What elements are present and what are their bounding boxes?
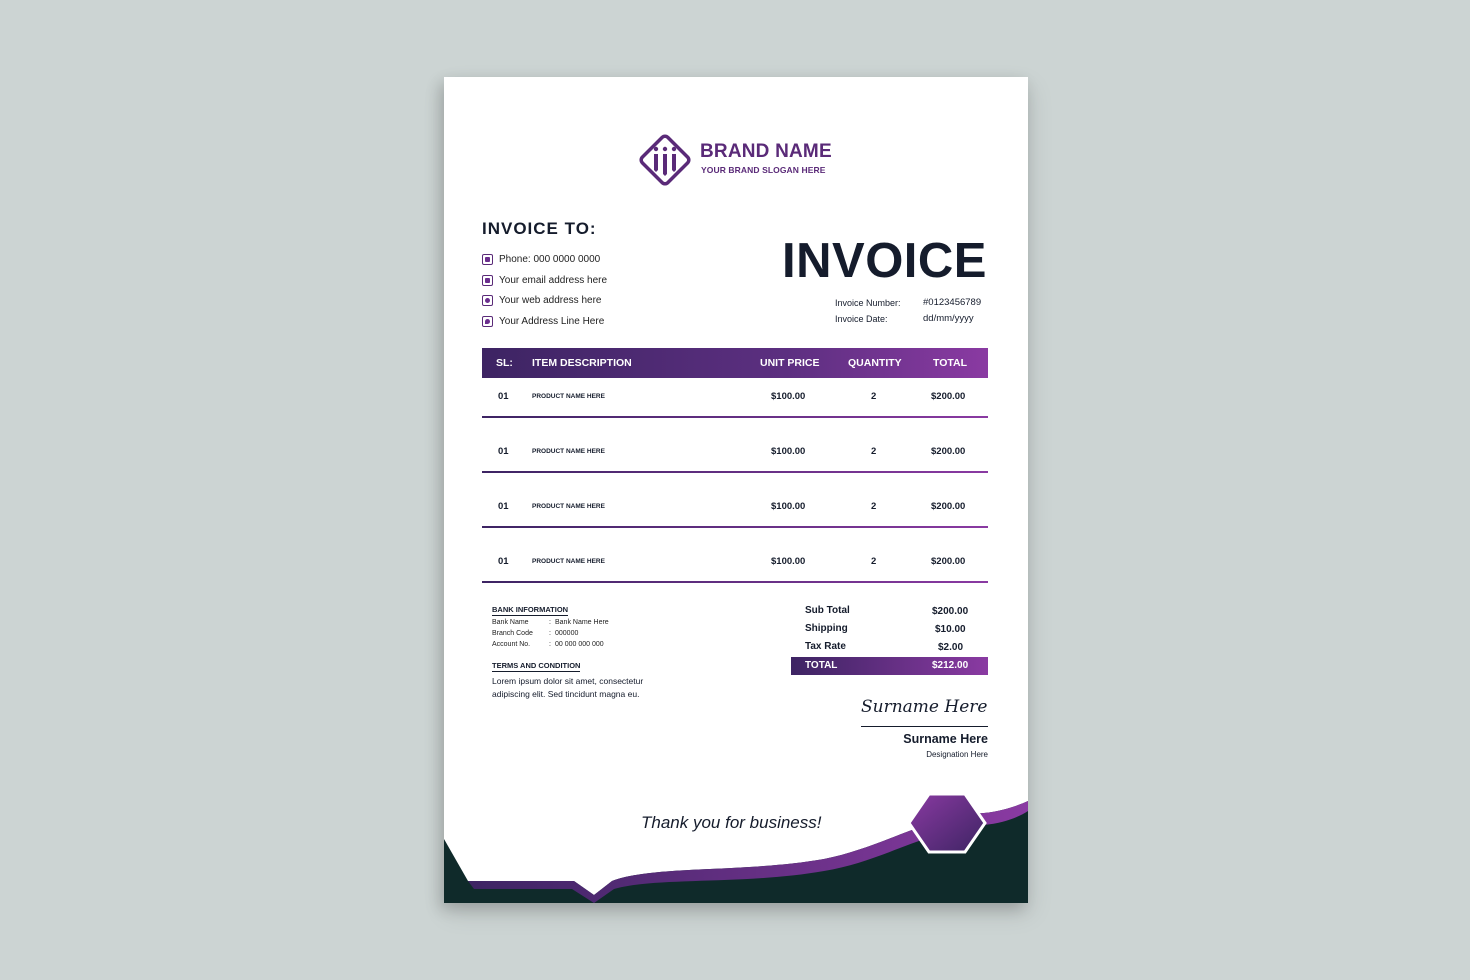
contact-phone: [482, 252, 600, 266]
bank-name-sep: :: [549, 619, 551, 626]
web-icon: [482, 295, 493, 306]
table-row: [482, 433, 988, 473]
row-total: $200.00: [931, 391, 966, 402]
row-description: PRODUCT NAME HERE: [532, 393, 605, 400]
invoice-page: [444, 77, 1028, 903]
bank-name-label: Bank Name: [492, 619, 529, 626]
contact-web-text: Your web address here: [499, 294, 602, 306]
account-no-sep: :: [549, 641, 551, 648]
contact-address-text: Your Address Line Here: [499, 315, 605, 327]
contact-phone-text: Phone: 000 0000 0000: [499, 253, 601, 265]
row-quantity: 2: [871, 501, 877, 512]
row-unit-price: $100.00: [771, 556, 806, 567]
shipping-label: Shipping: [805, 623, 848, 634]
header-quantity: QUANTITY: [848, 357, 902, 369]
signature-script: Surname Here: [861, 697, 988, 717]
bank-name-value: Bank Name Here: [555, 619, 609, 626]
row-sl: 01: [498, 556, 509, 567]
row-unit-price: $100.00: [771, 391, 806, 402]
row-quantity: 2: [871, 556, 877, 567]
row-description: PRODUCT NAME HERE: [532, 503, 605, 510]
total-bar: [791, 657, 988, 675]
brand-slogan: YOUR BRAND SLOGAN HERE: [701, 165, 826, 175]
phone-icon: [482, 254, 493, 265]
tax-label: Tax Rate: [805, 641, 846, 652]
row-total: $200.00: [931, 556, 966, 567]
row-description: PRODUCT NAME HERE: [532, 448, 605, 455]
contact-web: [482, 293, 601, 307]
account-no-label: Account No.: [492, 641, 531, 648]
table-row: [482, 488, 988, 528]
invoice-date-value: dd/mm/yyyy: [923, 313, 974, 324]
table-row: [482, 543, 988, 583]
tax-value: $2.00: [938, 642, 964, 653]
thank-you-message: Thank you for business!: [641, 813, 822, 832]
row-divider: [482, 471, 988, 473]
contact-address: [482, 314, 604, 328]
invoice-date-label: Invoice Date:: [835, 314, 888, 324]
row-quantity: 2: [871, 446, 877, 457]
row-sl: 01: [498, 446, 509, 457]
row-divider: [482, 526, 988, 528]
row-sl: 01: [498, 501, 509, 512]
footer-wave-decoration: [444, 777, 1028, 903]
header-description: ITEM DESCRIPTION: [532, 357, 632, 369]
branch-code-label: Branch Code: [492, 630, 533, 637]
invoice-number-value: #0123456789: [923, 297, 982, 308]
row-sl: 01: [498, 391, 509, 402]
subtotal-value: $200.00: [932, 606, 969, 617]
signature-name: Surname Here: [903, 732, 988, 746]
total-label: TOTAL: [805, 660, 838, 671]
table-header: [482, 348, 988, 378]
account-no-value: 00 000 000 000: [555, 641, 604, 648]
contact-email-text: Your email address here: [499, 274, 608, 286]
row-description: PRODUCT NAME HERE: [532, 558, 605, 565]
header-total: TOTAL: [933, 357, 968, 369]
table-row: [482, 378, 988, 418]
header-sl: SL:: [496, 357, 513, 369]
subtotal-label: Sub Total: [805, 605, 850, 616]
invoice-to-heading: INVOICE TO:: [482, 219, 597, 238]
row-quantity: 2: [871, 391, 877, 402]
branch-code-sep: :: [549, 630, 551, 637]
header-unit-price: UNIT PRICE: [760, 357, 820, 369]
total-value: $212.00: [932, 660, 969, 671]
brand-name: BRAND NAME: [700, 141, 832, 162]
row-divider: [482, 581, 988, 583]
invoice-number-label: Invoice Number:: [835, 298, 901, 308]
row-total: $200.00: [931, 446, 966, 457]
shipping-value: $10.00: [935, 624, 966, 635]
branch-code-value: 000000: [555, 630, 579, 637]
signature-line: [861, 726, 988, 727]
location-icon: [482, 316, 493, 327]
diamond-logo-icon: [635, 130, 695, 190]
terms-text: Lorem ipsum dolor sit amet, consectetur adipiscing elit. Sed tincidunt magna eu.: [492, 676, 644, 699]
row-unit-price: $100.00: [771, 446, 806, 457]
row-unit-price: $100.00: [771, 501, 806, 512]
row-divider: [482, 416, 988, 418]
email-icon: [482, 275, 493, 286]
contact-email: [482, 273, 607, 287]
bank-info-heading: BANK INFORMATION: [492, 605, 569, 614]
terms-heading: TERMS AND CONDITION: [492, 661, 581, 670]
invoice-title: INVOICE: [782, 234, 987, 288]
row-total: $200.00: [931, 501, 966, 512]
signature-designation: Designation Here: [926, 750, 988, 759]
